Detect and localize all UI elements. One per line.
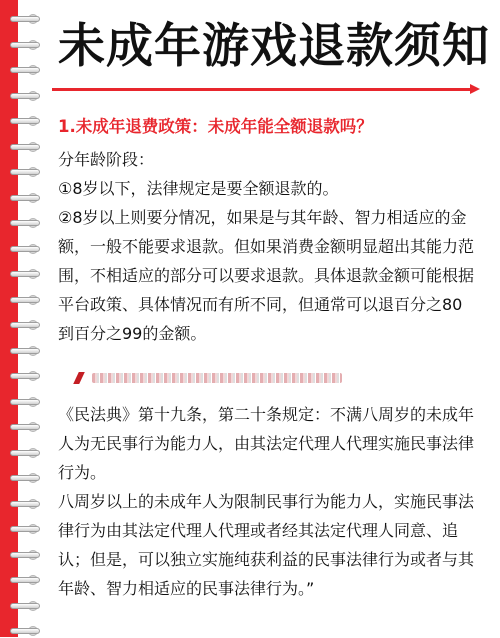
binding-ring-icon (8, 89, 44, 103)
binding-ring-loop (10, 552, 40, 558)
binding-ring-loop (10, 169, 40, 175)
binding-ring-icon (8, 318, 44, 332)
red-slash-mark (73, 372, 85, 384)
binding-ring-icon (8, 140, 44, 154)
binding-ring-icon (8, 293, 44, 307)
rule-over-8: ②8岁以上则要分情况，如果是与其年龄、智力相适应的金额，一般不能要求退款。但如果消费金额明显超出其能力范围，不相适应的部分可以要求退款。具体退款金额可能根据平台政策、具体情况而有所不同，但通常可以退百分之80到百分之99的金额。 (58, 208, 475, 343)
binding-ring-icon (8, 624, 44, 638)
binding-ring-icon (8, 446, 44, 460)
limited-capacity-rule: 八周岁以上的未成年人为限制民事行为能力人，实施民事法律行为由其法定代理人代理或者经其法定代理人同意、追认；但是，可以独立实施纯获利益的民事法律行为或者与其年龄、智力相适应的民事法律行为。” (58, 492, 475, 598)
page-title: 未成年游戏退款须知 (58, 19, 490, 74)
binding-ring-icon (8, 165, 44, 179)
spiral-binding (8, 0, 48, 637)
binding-ring-loop (10, 577, 40, 583)
binding-ring-loop (10, 93, 40, 99)
binding-ring-loop (10, 118, 40, 124)
binding-ring-loop (10, 16, 40, 22)
blurred-text-strip (58, 358, 476, 392)
binding-ring-loop (10, 450, 40, 456)
binding-ring-icon (8, 573, 44, 587)
binding-ring-loop (10, 399, 40, 405)
binding-ring-icon (8, 267, 44, 281)
main-content (58, 112, 476, 603)
binding-ring-icon (8, 497, 44, 511)
binding-ring-icon (8, 344, 44, 358)
binding-ring-loop (10, 628, 40, 634)
binding-ring-icon (8, 471, 44, 485)
binding-ring-loop (10, 246, 40, 252)
binding-ring-loop (10, 373, 40, 379)
binding-ring-icon (8, 114, 44, 128)
section-heading: 1.未成年退费政策：未成年能全额退款吗？ (58, 117, 373, 136)
binding-ring-loop (10, 348, 40, 354)
binding-ring-icon (8, 599, 44, 613)
title-divider-arrow (52, 88, 472, 91)
binding-ring-loop (10, 475, 40, 481)
illegible-text-blur (92, 373, 342, 383)
binding-ring-icon (8, 12, 44, 26)
binding-ring-icon (8, 369, 44, 383)
binding-ring-loop (10, 67, 40, 73)
binding-ring-loop (10, 42, 40, 48)
binding-ring-loop (10, 220, 40, 226)
binding-ring-icon (8, 522, 44, 536)
binding-ring-loop (10, 271, 40, 277)
binding-ring-icon (8, 242, 44, 256)
binding-ring-loop (10, 297, 40, 303)
binding-ring-icon (8, 548, 44, 562)
binding-ring-loop (10, 195, 40, 201)
binding-ring-loop (10, 603, 40, 609)
binding-ring-icon (8, 216, 44, 230)
binding-ring-icon (8, 395, 44, 409)
binding-ring-icon (8, 63, 44, 77)
binding-ring-loop (10, 501, 40, 507)
binding-ring-icon (8, 38, 44, 52)
binding-ring-icon (8, 420, 44, 434)
civil-code-article: 《民法典》第十九条，第二十条规定：不满八周岁的未成年人为无民事行为能力人，由其法定代理人代理实施民事法律行为。 (58, 405, 475, 482)
binding-ring-loop (10, 144, 40, 150)
binding-ring-loop (10, 424, 40, 430)
age-stage-label: 分年龄阶段： (58, 150, 155, 169)
binding-ring-loop (10, 526, 40, 532)
rule-under-8: ①8岁以下，法律规定是要全额退款的。 (58, 179, 339, 198)
binding-ring-icon (8, 191, 44, 205)
binding-ring-loop (10, 322, 40, 328)
